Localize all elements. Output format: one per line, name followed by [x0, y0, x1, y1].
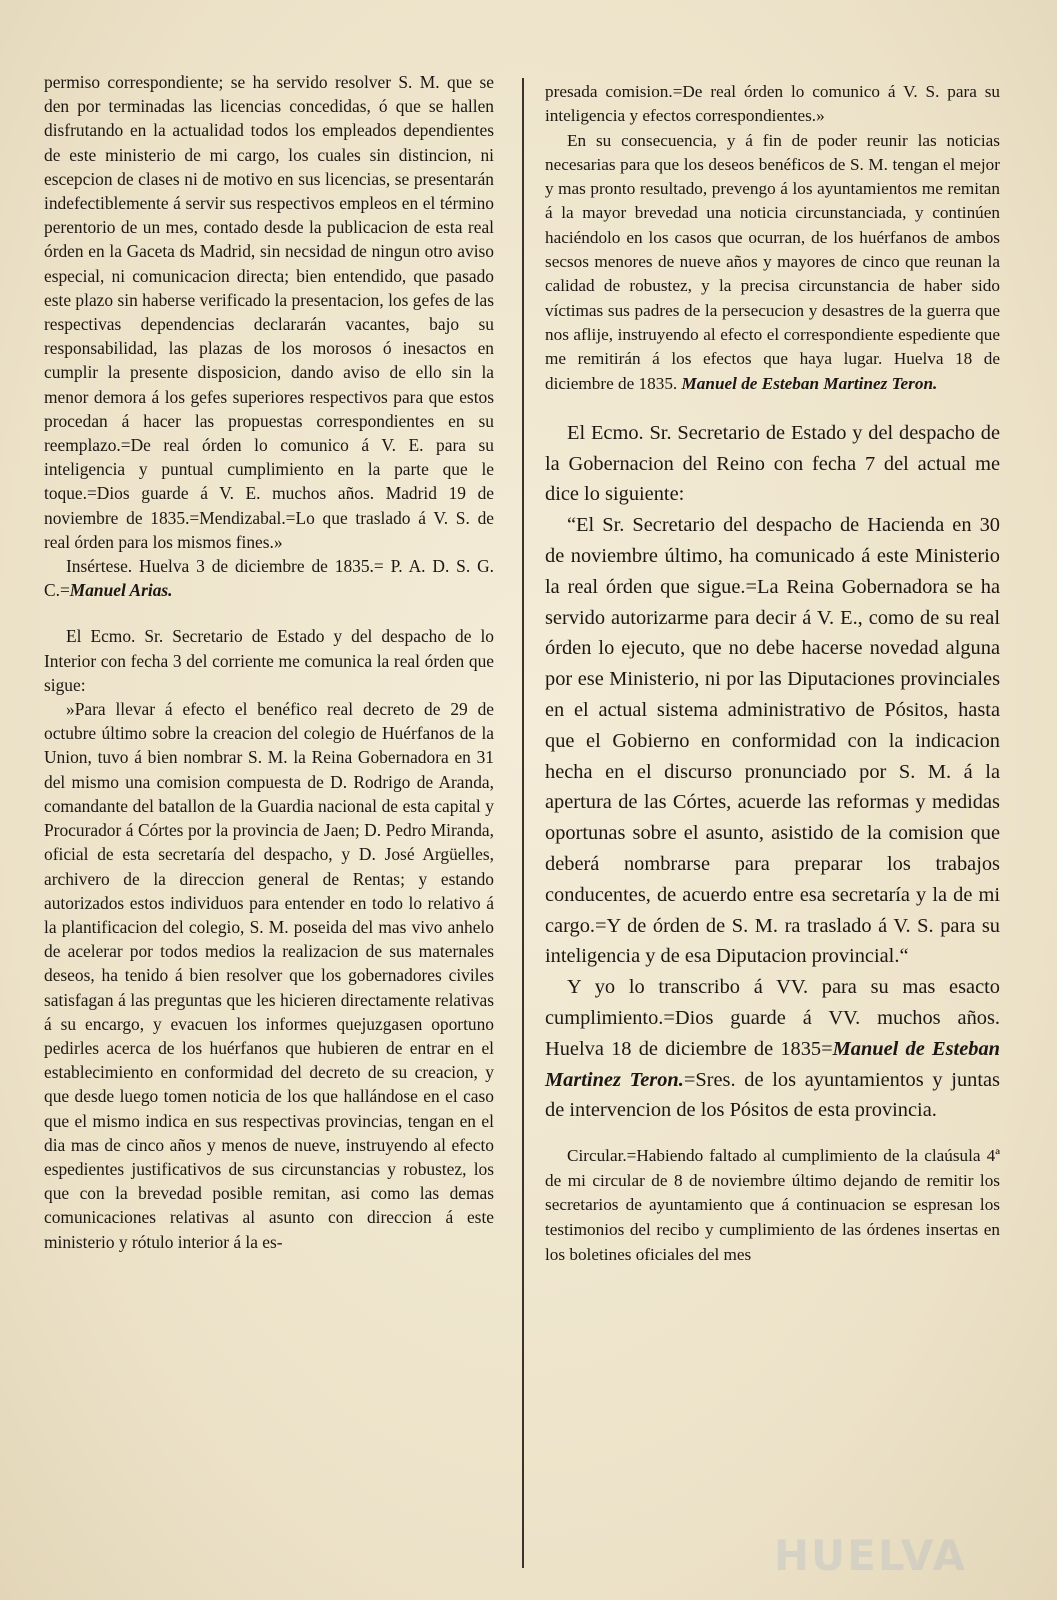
right-paragraph-5: [545, 972, 1000, 1126]
right-paragraph-1: presada comision.=De real órden lo comunico á V. S. para su inteligencia y efectos correspondientes.»: [545, 82, 1000, 126]
left-column: [44, 70, 494, 1254]
right-paragraph-4: “El Sr. Secretario del despacho de Hacienda en 30 de noviembre último, ha comunicado á este Ministerio la real órden que sigue.=La Reina Gobernadora se ha servido autorizarme para decir á V. E., como de su real órden lo ejecuto, que no debe hacerse novedad alguna por ese Ministerio, ni por las Diputaciones provinciales en el actual sistema administrativo de Pósitos, hasta que el Gobierno en conformidad con la indicacion hecha en el discurso pronunciado por S. M. á la apertura de las Córtes, acuerde las reformas y medidas oportunas sobre el asunto, asistido de la comision que deberá nombrarse para preparar los trabajos conducentes, de acuerdo entre esa secretaría y la de mi cargo.=Y de órden de S. M. ra traslado á V. S. para su inteligencia y de esa Diputacion provincial.“: [545, 514, 1000, 968]
left-paragraph-2-text: Insértese. Huelva 3 de diciembre de 1835.= P. A. D. S. G. C.=: [44, 556, 494, 601]
left-paragraph-2: [44, 554, 494, 602]
spacer: [44, 602, 494, 624]
left-paragraph-1: permiso correspondiente; se ha servido resolver S. M. que se den por terminadas las licencias concedidas, ó que se hallen disfrutando en la actualidad todos los empleados dependientes de este ministerio de mi cargo, los cuales sin distincion, ni escepcion de clases ni de motivo en sus licencias, se presentarán indefectiblemente á servir sus respectivos empleos en el término perentorio de un mes, contado desde la publicacion de esta real órden en la Gaceta ds Madrid, sin necsidad de ningun otro aviso especial, ni comunicacion directa; bien entendido, que pasado este plazo sin haberse verificado la presentacion, los gefes de las respectivas dependencias declararán vacantes, bajo su responsabilidad, las plazas de los morosos ó inesactos en cumplir la presente disposicion, dando aviso de ello sin la menor demora á los gefes superiores respectivos para que estos procedan á hacer las propuestas correspondientes en su reemplazo.=De real órden lo comunico á V. E. para su inteligencia y puntual cumplimiento en la parte que le toque.=Dios guarde á V. E. muchos años. Madrid 19 de noviembre de 1835.=Mendizabal.=Lo que traslado á V. S. de real órden para los mismos fines.»: [44, 72, 494, 552]
right-paragraph-5-tail: =Sres. de los ayuntamientos y juntas de intervencion de los Pósitos de esta provincia.: [545, 1068, 1000, 1122]
right-paragraph-3: El Ecmo. Sr. Secretario de Estado y del despacho de la Gobernacion del Reino con fecha 7 del actual me dice lo siguiente:: [545, 421, 1000, 506]
right-paragraph-6: Circular.=Habiendo faltado al cumplimiento de la claúsula 4ª de mi circular de 8 de noviembre último dejando de remitir los secretarios de ayuntamiento que á continuacion se espresan los testimonios del recibo y cumplimiento de las órdenes insertas en los boletines oficiales del mes: [545, 1146, 1000, 1264]
signature-martinez-teron-2: Manuel de Esteban Martinez Teron.: [545, 1037, 1000, 1091]
left-paragraph-4: »Para llevar á efecto el benéfico real decreto de 29 de octubre último sobre la creacion del colegio de Huérfanos de la Union, tuvo á bien nombrar S. M. la Reina Gobernadora en 31 del mismo una comision compuesta de D. Rodrigo de Aranda, comandante del batallon de la Guardia nacional de esta capital y Procurador á Córtes por la provincia de Jaen; D. Pedro Miranda, oficial de esta secretaría del despacho, y D. José Argüelles, archivero de la direccion general de Rentas; y estando autorizados estos individuos para entender en todo lo relativo á la plantificacion del colegio, S. M. poseida del mas vivo anhelo de acelerar por todos medios la realizacion de sus maternales deseos, ha tenido á bien resolver que los gobernadores civiles satisfagan á las preguntas que les hicieren directamente relativas á su encargo, y evacuen los informes quejuzgasen oportuno pedirles acerca de los huérfanos que hubieren de entrar en el establecimiento en conformidad del decreto de su creacion, y que desde luego tomen noticia de los que hallándose en el caso que el mismo indica en sus respectivas provincias, tengan en el dia mas de cinco años y menos de nueve, instruyendo al efecto espedientes justificativos de sus circunstancias y robustez, los que con la brevedad posible remitan, asi como las demas comunicaciones relativas al asunto con direccion á este ministerio y rótulo interior á la es-: [44, 699, 494, 1252]
right-column: [545, 80, 1000, 1267]
spacer: [545, 396, 1000, 418]
spacer: [545, 1126, 1000, 1144]
left-paragraph-3: El Ecmo. Sr. Secretario de Estado y del despacho de lo Interior con fecha 3 del corriente me comunica la real órden que sigue:: [44, 626, 494, 695]
right-paragraph-5-text: Y yo lo transcribo á VV. para su mas esacto cumplimiento.=Dios guarde á VV. muchos años. Huelva 18 de diciembre de 1835=: [545, 976, 1000, 1060]
right-paragraph-2: [545, 129, 1000, 396]
watermark: HUELVA: [773, 1531, 967, 1580]
right-paragraph-2-text: En su consecuencia, y á fin de poder reunir las noticias necesarias para que los deseos benéficos de S. M. tengan el mejor y mas pronto resultado, prevengo á los ayuntamientos me remitan á la mayor brevedad una noticia circunstanciada, y continúen haciéndolo en los casos que ocurran, de los huérfanos de ambos secsos menores de nueve años y mayores de cinco que reunan la calidad de robustez, y la precisa circunstancia de haber sido víctimas sus padres de la persecucion y desastres de la guerra que nos aflije, instruyendo al efecto el correspondiente espediente que me remitirán á los efectos que haya lugar. Huelva 18 de diciembre de 1835.: [545, 130, 1000, 393]
signature-martinez-teron-1: Manuel de Esteban Martinez Teron.: [681, 373, 938, 393]
column-divider: [522, 78, 524, 1568]
signature-manuel-arias: Manuel Arias.: [69, 580, 173, 601]
